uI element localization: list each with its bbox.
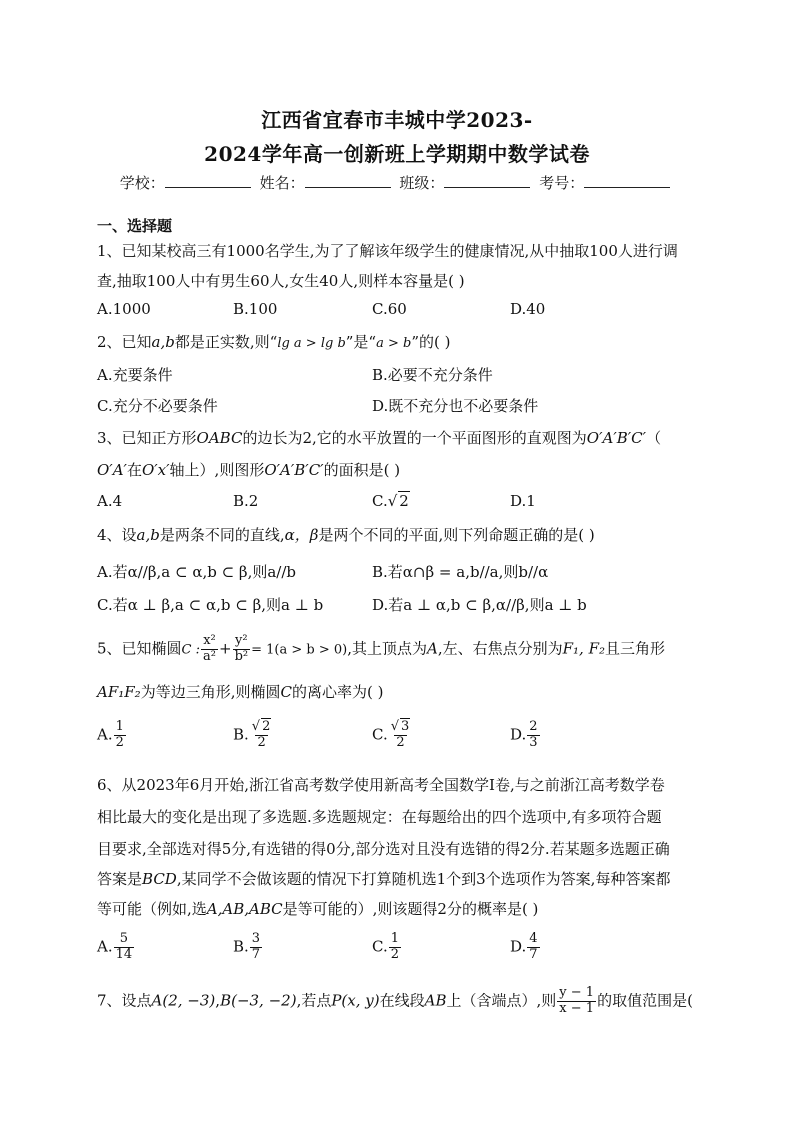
class-field[interactable]: [444, 173, 530, 188]
q4-text: 4、设a,b是两条不同的直线,α，β是两个不同的平面,则下列命题正确的是( ): [97, 526, 595, 544]
exam-number-field[interactable]: [584, 173, 670, 188]
school-label: 学校：: [119, 174, 165, 192]
exam-title-line1: 江西省宜春市丰城中学2023-: [261, 108, 533, 132]
q6-option-a[interactable]: A. $\frac{5}{14}$: [97, 931, 133, 962]
q1-option-d[interactable]: D.40: [510, 300, 546, 318]
q3-option-a[interactable]: A.4: [97, 492, 123, 510]
q5-text-line1: 5、已知椭圆C : $\frac{\text{x²}}{\text{a²}}$ + $\frac{\text{y²}}{\text{b²}}$ = 1(a > b > 0),其上顶点为A,左、右焦点分别为F₁, F₂且三角形: [97, 633, 666, 664]
q5-option-a[interactable]: A. $\frac{1}{2}$: [97, 719, 124, 750]
q6-text-line3: 目要求,全部选对得5分,有选错的得0分,部分选对且没有选错的得2分.若某题多选题正确: [97, 840, 670, 858]
q5-option-b[interactable]: B. $\frac{√ 2}{2}$: [233, 719, 271, 750]
q1-option-a[interactable]: A.1000: [97, 300, 151, 318]
q2-text: 2、已知a,b都是正实数,则“lg a > lg b”是“a > b”的( ): [97, 333, 451, 351]
exam-number-label: 考号：: [539, 174, 585, 192]
q6-text-line4: 答案是BCD,某同学不会做该题的情况下打算随机选1个到3个选项作为答案,每种答案都: [97, 870, 671, 888]
q1-option-c[interactable]: C.60: [372, 300, 407, 318]
q6-text-line1: 6、从2023年6月开始,浙江省高考数学使用新高考全国数学Ⅰ卷,与之前浙江高考数学卷: [97, 776, 665, 794]
school-field[interactable]: [165, 173, 251, 188]
q3-text-line2: O′A′在O′x′轴上）,则图形O′A′B′C′的面积是( ): [97, 461, 401, 479]
q3-option-b[interactable]: B.2: [233, 492, 259, 510]
q6-text-line5: 等可能（例如,选A,AB,ABC是等可能的）,则该题得2分的概率是( ): [97, 900, 539, 918]
q5-option-d[interactable]: D. $\frac{2}{3}$: [510, 719, 538, 750]
q1-option-b[interactable]: B.100: [233, 300, 278, 318]
q6-text-line2: 相比最大的变化是出现了多选题.多选题规定：在每题给出的四个选项中,有多项符合题: [97, 808, 662, 826]
q3-text-line1: 3、已知正方形OABC的边长为2,它的水平放置的一个平面图形的直观图为O′A′B′C′（: [97, 429, 662, 447]
q2-option-d[interactable]: D.既不充分也不必要条件: [372, 397, 539, 415]
q3-option-c[interactable]: C.√ 2: [372, 492, 409, 510]
y-squared-fraction: $\frac{\text{y²}}{\text{b²}}$: [234, 633, 249, 664]
q5-option-c[interactable]: C. $\frac{√ 3}{2}$: [372, 719, 410, 750]
name-label: 姓名：: [259, 174, 305, 192]
x-squared-fraction: $\frac{\text{x²}}{\text{a²}}$: [203, 633, 216, 664]
student-info-row: [0, 172, 794, 193]
q5-text-line2: AF₁F₂为等边三角形,则椭圆C的离心率为( ): [97, 683, 384, 701]
q7-fraction: $\frac{y - 1}{x - 1}$: [559, 985, 595, 1016]
sqrt-radicand: 2: [399, 492, 409, 510]
name-field[interactable]: [305, 173, 391, 188]
q1-text-line1: 1、已知某校高三有1000名学生,为了了解该年级学生的健康情况,从中抽取100人进行调: [97, 242, 678, 260]
class-label: 班级：: [399, 174, 445, 192]
q7-text: 7、设点A(2, −3),B(−3, −2),若点P(x, y)在线段AB上（含端点）,则 $\frac{y - 1}{x - 1}$ 的取值范围是(: [97, 985, 693, 1016]
q3-option-d[interactable]: D.1: [510, 492, 536, 510]
q4-option-b[interactable]: B.若α∩β = a,b//a,则b//α: [372, 563, 549, 581]
q1-text-line2: 查,抽取100人中有男生60人,女生40人,则样本容量是( ): [97, 272, 465, 290]
section-heading: 一、选择题: [97, 217, 173, 235]
exam-title-line2: 2024学年高一创新班上学期期中数学试卷: [204, 142, 590, 166]
q2-option-c[interactable]: C.充分不必要条件: [97, 397, 218, 415]
q4-option-c[interactable]: C.若α ⊥ β,a ⊂ α,b ⊂ β,则a ⊥ b: [97, 596, 324, 614]
q4-option-a[interactable]: A.若α//β,a ⊂ α,b ⊂ β,则a//b: [97, 563, 297, 581]
q6-option-c[interactable]: C. $\frac{1}{2}$: [372, 931, 399, 962]
q2-option-b[interactable]: B.必要不充分条件: [372, 366, 493, 384]
q4-option-d[interactable]: D.若a ⊥ α,b ⊂ β,α//β,则a ⊥ b: [372, 596, 587, 614]
q6-option-d[interactable]: D. $\frac{4}{7}$: [510, 931, 538, 962]
q6-option-b[interactable]: B. $\frac{3}{7}$: [233, 931, 261, 962]
q2-option-a[interactable]: A.充要条件: [97, 366, 173, 384]
